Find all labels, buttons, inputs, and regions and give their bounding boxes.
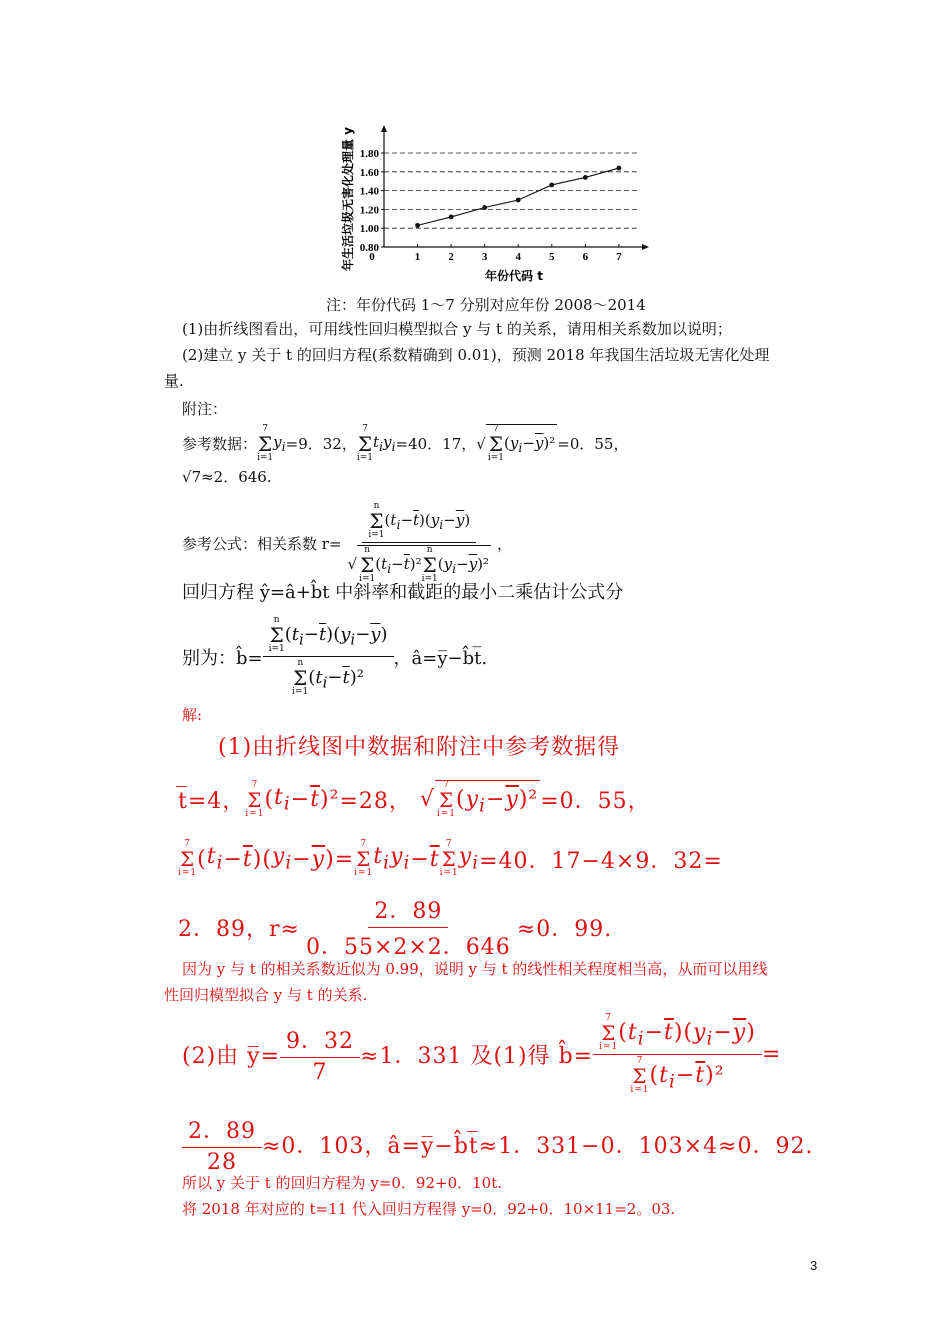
b-hat-numerator: 2．89 [182,1114,262,1148]
data-point [616,166,621,171]
a-hat-value: ≈0．103，â=y̅−b̂t̅≈1．331−0．103×4≈0．92. [262,1134,814,1159]
question-2-line-1: (2)建立 y 关于 t 的回归方程(系数精确到 0.01)，预测 2018 年我国生活垃圾无害化处理 [182,346,770,364]
r-numerator: 2．89 [368,894,448,928]
r-value: ≈0．99. [516,917,613,942]
ref-val-2: =40．17， [395,435,477,453]
reference-data-label: 参考数据： [182,435,258,453]
data-point [482,205,487,210]
x-tick-label: 7 [616,251,622,263]
solution-label: 解: [182,706,203,724]
sum-tt: =28， [339,789,412,814]
y-tick-label: 1.00 [359,223,379,236]
x-tick-label: 1 [414,251,421,263]
data-point [415,223,420,228]
y-tick-label: 1.20 [359,204,379,217]
x-axis-arrow [642,244,649,250]
equals: = [761,1042,782,1067]
y-bar-label: (2)由 y̅= [182,1044,281,1069]
reference-formula-label: 参考公式：相关系数 r= [182,534,342,553]
y-bar-fraction [280,1024,360,1085]
data-point [449,215,454,220]
b-hat-denominator: 28 [207,1150,237,1175]
y-tick-label: 1.40 [359,185,379,198]
r-denominator: 0．55×2×2．646 [305,935,511,960]
sum-symbol: 7 Σ i=1 [487,424,504,463]
regression-line-text: 回归方程 ŷ=â+b̂t 中斜率和截距的最小二乘估计公式分 [182,582,624,603]
x-tick-label: 3 [481,251,488,263]
question-1: (1)由折线图看出，可用线性回归模型拟合 y 与 t 的关系，请用相关系数加以说明； [182,320,732,338]
intercept-formula: ，â=y̅−b̂t̅. [393,647,488,669]
solution-1-line-3 [178,894,612,961]
y-axis-arrow [381,125,387,132]
ref-sqrt7-text: 7≈2．646. [191,468,272,486]
correlation-formula: n Σ i=1 $(t_i-\overline{t})(y_i-\overline{y})$ √ n Σ i=1 $(t_i-\overline{t})^2$ n Σ i=1 $(y_i-\overline{y})^2$ [347,501,490,584]
reference-data: 参考数据： 7 Σ i=1 $y_i$ =9．32， 7 Σ i=1 $t_iy_i$ =40．17， √ 7 Σ i=1 $(y_i-\overline{y})^2$ =0．55， [182,423,629,463]
x-tick-label: 0 [369,251,375,263]
y-tick-label: 0.80 [359,242,379,254]
reference-formula: 参考公式：相关系数 r= n Σ i=1 $(t_i-\overline{t})(y_i-\overline{y})$ √ n Σ i=1 $(t_i-\overline{t})^2$ n Σ i=1 $(y_i-\overline{y})^2$ ， [182,501,513,584]
data-point [516,198,521,203]
r-fraction [300,894,517,961]
ref-val-1: =9．32， [285,435,357,453]
question-2-line-2: 量. [164,372,184,390]
slope-formula [182,616,487,697]
solution-1-line-2: 7 Σ i=1 ( $t_i$ − $\overline{t}$ )( $y_i$ − $\overline{y}$ )= 7 Σ i=1 $t_iy_i$ − $\overline{t}$ 7 Σ i=1 $y_i$ =40．17−4×9．32= [178,839,723,878]
x-tick-label: 2 [448,251,454,263]
sum-ty-value: =40．17−4×9．32= [479,848,723,874]
conclusion-1: 所以 y 关于 t 的回归方程为 y=0．92+0．10t. [182,1174,503,1192]
y-tick-label: 1.60 [359,166,379,179]
page-number: 3 [810,1258,818,1273]
slope-label: 别为：b̂= [182,647,263,669]
ref-val-3: =0．55， [557,435,629,453]
data-point [583,175,588,180]
r-label: 2．89，r≈ [178,917,300,942]
t-bar: t̅=4， [178,789,246,814]
solution-1-title: (1)由折线图中数据和附注中参考数据得 [218,735,621,760]
x-axis-label: 年份代码 t [485,269,543,283]
y-bar-numerator: 9．32 [280,1024,360,1058]
b-hat-value-fraction [182,1114,262,1175]
sum-symbol: 7 Σ i=1 [257,423,274,463]
y-tick-label: 1.80 [359,148,379,160]
y-bar-denominator: 7 [312,1060,328,1085]
appendix-label: 附注： [182,400,228,418]
line-chart-svg [334,120,654,290]
solution-1-explain-1: 因为 y 与 t 的相关系数近似为 0.99，说明 y 与 t 的线性相关程度相当高，从而可以用线 [182,960,768,978]
x-tick-label: 4 [515,251,521,263]
chart-note: 注：年份代码 1～7 分别对应年份 2008～2014 [326,296,646,314]
slope-fraction: n Σ i=1 $(t_i-\overline{t})(y_i-\overline{y})$ n Σ i=1 $(t_i-\overline{t})^2$ [263,616,394,697]
b-hat-label: ≈1．331 及(1)得 b̂= [360,1044,594,1069]
solution-2-line-1 [182,1014,781,1095]
series-line [418,168,619,225]
solution-2-line-2 [182,1114,813,1175]
sum-symbol: 7 Σ i=1 [356,423,374,463]
data-point [549,183,554,188]
solution-1-explain-2: 性回归模型拟合 y 与 t 的关系. [164,986,368,1004]
x-tick-label: 6 [582,251,589,263]
solution-1-line-1: t̅=4， 7 Σ i=1 ( $t_i$ − $\overline{t}$ )² =28， √ 7 Σ i=1 $(y_i-\overline{y})^2$ =0．55， [178,779,651,819]
ref-sqrt7: √7≈2．646. [182,468,272,486]
sum-yy: =0．55， [540,789,651,814]
x-tick-label: 5 [549,251,555,263]
conclusion-2: 将 2018 年对应的 t=11 代入回归方程得 y=0．92+0．10×11=2。03. [182,1200,676,1218]
b-hat-fraction: 7 Σ i=1 $(t_i-\overline{t})(y_i-\overline{y})$ 7 Σ i=1 $(t_i-\overline{t})^2$ [593,1014,762,1095]
line-chart [334,120,654,290]
y-axis-label: 年生活垃圾无害化处理量 y [341,126,355,272]
